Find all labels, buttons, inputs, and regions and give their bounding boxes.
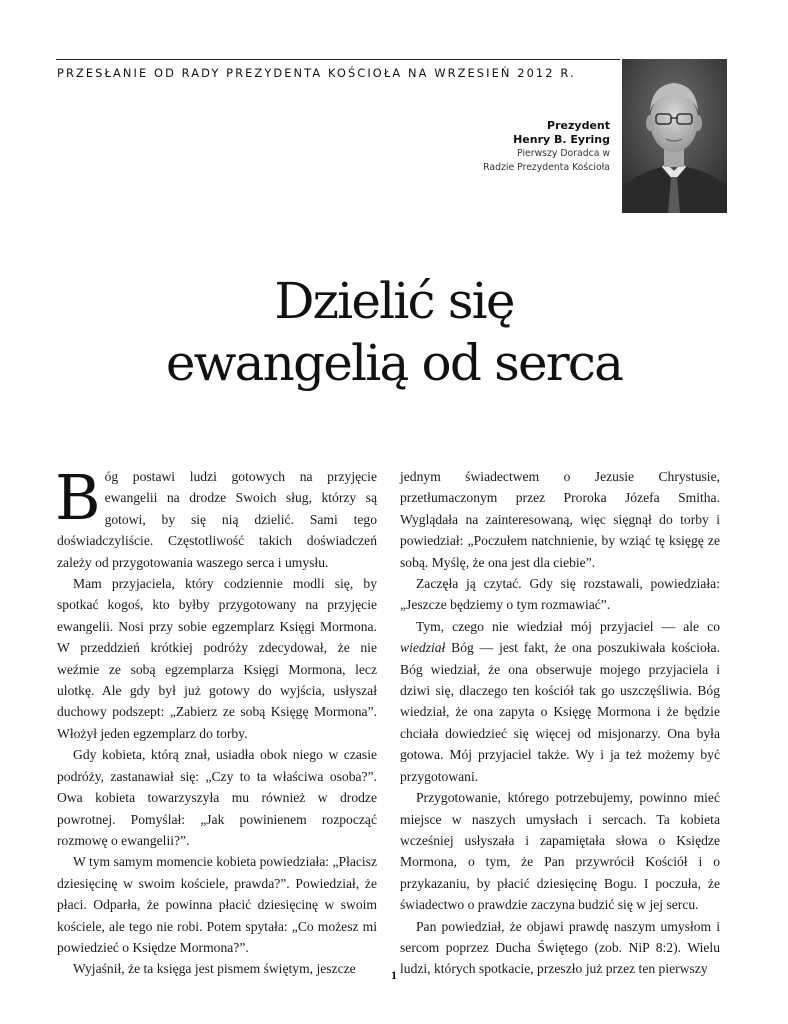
emphasis-text: wiedział (400, 640, 446, 656)
author-byline (483, 119, 610, 174)
top-rule (56, 59, 620, 60)
article-paragraph: Gdy kobieta, którą znał, usiadła obok niego w czasie podróży, zastanawiał się: „Czy to ta właściwa osoba?”. Owa kobieta towarzyszyła mu również w drodze powrotnej. Pomyślał: „Jak powinienem rozpocząć rozmowę o ewangelii?”. (57, 747, 377, 848)
article-paragraph: Przygotowanie, którego potrzebujemy, powinno mieć miejsce w naszych umysłach i sercach. Ta kobieta wcześniej usłyszała i zapamiętała słowa o Księdze Mormona, o tym, że Pan przywrócił Kościół i o przykazaniu, by płacić dziesięcinę Bogu. I poczuła, że świadectwo o prawdzie zaczyna budzić się w jej sercu. (400, 790, 720, 913)
article-paragraph: Pan powiedział, że objawi prawdę naszym umysłom i sercom poprzez Ducha Świętego (zob. NiP 8:2). Wielu ludzi, których spotkacie, przeszło już przez ten pierwszy (400, 918, 720, 977)
author-position-line2: Radzie Prezydenta Kościoła (483, 161, 610, 173)
article-paragraph (400, 616, 720, 787)
article-title (0, 270, 788, 394)
page-number: 1 (391, 968, 397, 982)
article-column-right (400, 466, 720, 980)
paragraph-text: óg postawi ludzi gotowych na przyjęcie ewangelii na drodze Swoich sług, którzy są gotowi, by się nią dzielić. Sami tego doświadczyliście. Częstotliwość takich doświadczeń zależy od przygotowania waszego serca i umysłu. (57, 469, 377, 570)
article-column-left (55, 461, 378, 980)
article-paragraph: jednym świadectwem o Jezusie Chrystusie, przetłumaczonym przez Proroka Józefa Smitha. Wyglądała na zainteresowaną, więc sięgnął do torby i powiedział: „Poczułem natchnienie, by wziąć tę księgę ze sobą. Myślę, że ona jest dla ciebie”. (400, 469, 720, 570)
author-portrait (622, 59, 727, 213)
portrait-illustration (622, 59, 727, 213)
author-role: Prezydent (547, 119, 610, 132)
drop-cap: B (55, 461, 101, 534)
article-paragraph (55, 461, 377, 573)
author-name: Henry B. Eyring (513, 133, 610, 146)
article-paragraph: Zaczęła ją czytać. Gdy się rozstawali, powiedziała: „Jeszcze będziemy o tym rozmawiać”. (400, 576, 720, 613)
article-paragraph: Wyjaśnił, że ta księga jest pismem świętym, jeszcze (73, 961, 356, 977)
article-title-line1: Dzielić się (274, 272, 514, 330)
author-position-line1: Pierwszy Doradca w (517, 148, 610, 159)
article-title-line2: ewangelią od serca (165, 334, 623, 392)
paragraph-text: Bóg — jest fakt, że ona poszukiwała kościoła. Bóg wiedział, że ona obserwuje mojego przyjaciela i dziwi się, dlaczego ten kościół tak go uszczęśliwia. Bóg wiedział, że ona zapyta o Księgę Mormona i że będzie chciała dowiedzieć się więcej od misjonarzy. Ona była gotowa. Mój przyjaciel także. Wy i ja też możemy być przygotowani. (400, 640, 720, 784)
article-paragraph: W tym samym momencie kobieta powiedziała: „Płacisz dziesięcinę w swoim kościele, prawda?”. Powiedział, że płaci. Odparła, że powinna płacić dziesięcinę w swoim kościele, ale tego nie robi. Potem spytała: „Co możesz mi powiedzieć o Księdze Mormona?”. (57, 854, 378, 955)
paragraph-text: Tym, czego nie wiedział mój przyjaciel — ale co (416, 618, 720, 634)
series-header: PRZESŁANIE OD RADY PREZYDENTA KOŚCIOŁA NA WRZESIEŃ 2012 R. (57, 66, 576, 80)
article-paragraph: Mam przyjaciela, który codziennie modli się, by spotkać kogoś, kto byłby przygotowany na przyjęcie ewangelii. Nosi przy sobie egzemplarz Księgi Mormona. W przeddzień krótkiej podróży zdecydował, że nie weźmie ze sobą egzemplarza Księgi Mormona, lecz ulotkę. Ale gdy był już gotowy do wyjścia, usłyszał duchowy podszept: „Zabierz ze sobą Księgę Mormona”. Włożył jeden egzemplarz do torby. (57, 576, 377, 741)
